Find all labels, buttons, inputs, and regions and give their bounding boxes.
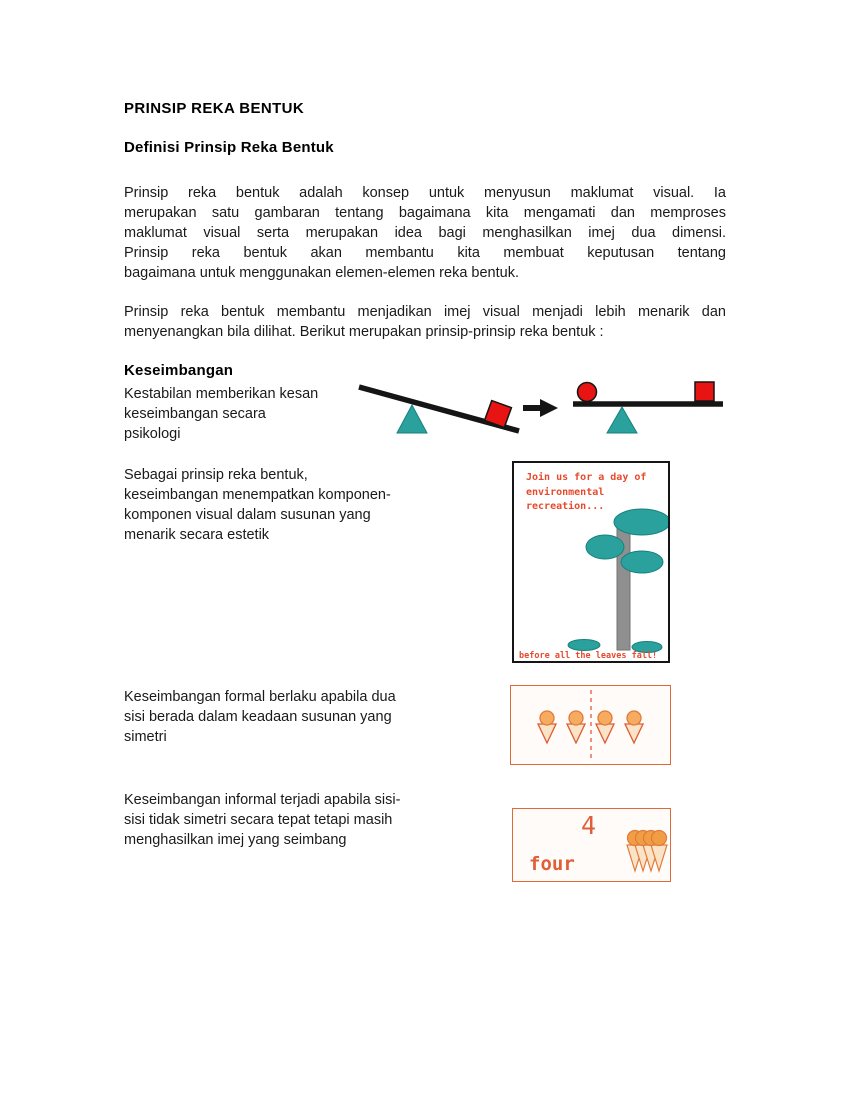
poster-headline xyxy=(526,471,646,515)
text-formal-balance xyxy=(124,687,504,747)
square-weight xyxy=(695,382,714,401)
text-line: Keseimbangan formal berlaku apabila dua xyxy=(124,689,396,705)
text-line: menghasilkan imej yang seimbang xyxy=(124,832,347,848)
environmental-poster-figure xyxy=(512,461,670,663)
text-aesthetic-balance xyxy=(124,465,464,545)
text-line: keseimbangan secara xyxy=(124,406,266,422)
cone-cluster-graphic xyxy=(626,825,670,875)
fulcrum-triangle xyxy=(607,407,637,433)
page-title: PRINSIP REKA BENTUK xyxy=(124,100,305,117)
text-line: merupakan satu gambaran tentang bagaimana kita mengamati dan memproses xyxy=(124,205,726,221)
text-line: environmental xyxy=(526,486,605,498)
formal-balance-figure xyxy=(510,685,671,765)
text-line: recreation... xyxy=(526,501,605,512)
text-line: simetri xyxy=(124,729,167,745)
text-line: menyenangkan bila dilihat. Berikut merupakan prinsip-prinsip reka bentuk : xyxy=(124,324,604,340)
unbalanced-seesaw xyxy=(359,387,519,433)
text-line: Kestabilan memberikan kesan xyxy=(124,386,319,402)
leaf-ellipse xyxy=(621,551,663,573)
text-line: maklumat visual serta merupakan idea bagi menghasilkan imej dua dimensi. xyxy=(124,225,726,241)
paragraph-benefit xyxy=(124,302,726,342)
ice-cream-cone xyxy=(625,711,643,743)
text-line: Join us for a day of xyxy=(526,472,647,483)
heading-keseimbangan: Keseimbangan xyxy=(124,362,234,379)
text-line: Prinsip reka bentuk adalah konsep untuk menyusun maklumat visual. Ia xyxy=(124,185,726,201)
ice-cream-cone xyxy=(596,711,614,743)
leaf-ellipse xyxy=(586,535,624,559)
section-subtitle: Definisi Prinsip Reka Bentuk xyxy=(124,139,334,156)
text-line: sisi berada dalam keadaan susunan yang xyxy=(124,709,392,725)
symmetric-cones-graphic xyxy=(511,686,670,764)
circle-weight xyxy=(578,383,597,402)
paragraph-definition xyxy=(124,183,726,283)
numeral-four: 4 xyxy=(581,811,597,840)
arrow-right-icon xyxy=(523,399,558,417)
text-line: sisi tidak simetri secara tepat tetapi masih xyxy=(124,812,393,828)
informal-balance-figure xyxy=(512,808,671,882)
text-line: keseimbangan menempatkan komponen- xyxy=(124,487,391,503)
ice-cream-cone xyxy=(567,711,585,743)
text-line: bagaimana untuk menggunakan elemen-elemen reka bentuk. xyxy=(124,265,519,281)
text-informal-balance xyxy=(124,790,504,850)
text-line: Prinsip reka bentuk akan membantu kita membuat keputusan tentang xyxy=(124,245,726,261)
fulcrum-triangle xyxy=(397,405,427,433)
balanced-seesaw xyxy=(573,382,723,433)
text-line: Prinsip reka bentuk membantu menjadikan imej visual menjadi lebih menarik dan xyxy=(124,304,726,320)
text-line: Sebagai prinsip reka bentuk, xyxy=(124,467,308,483)
text-line: Keseimbangan informal terjadi apabila sisi- xyxy=(124,792,401,808)
text-psychological-balance xyxy=(124,384,364,444)
scoop xyxy=(652,831,667,846)
word-four: four xyxy=(529,853,575,875)
seesaw-balance-diagram xyxy=(356,376,726,440)
text-line: psikologi xyxy=(124,426,181,442)
poster-tagline: before all the leaves fall! xyxy=(519,651,658,661)
ice-cream-cone xyxy=(538,711,556,743)
text-line: menarik secara estetik xyxy=(124,527,270,543)
text-line: komponen visual dalam susunan yang xyxy=(124,507,371,523)
fallen-leaf-ellipse xyxy=(568,640,600,651)
